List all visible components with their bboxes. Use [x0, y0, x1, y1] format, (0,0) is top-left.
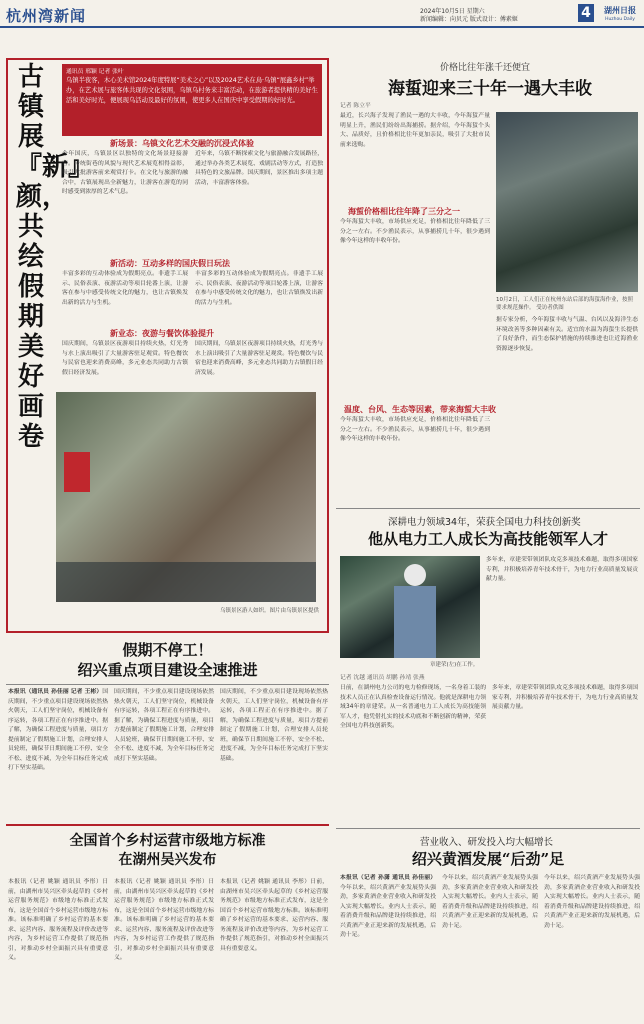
power-col-2: 日前，在湖州电力公司的电力检修现场，一名身着工装的技术人员正在认真检查设备运行情况。他就是深耕电力领域34年的章建荣。从一名普通电力工人成长为高技能领军人才，他凭借扎实的技术功底和不断创新的精神，荣获全国电力科技创新奖。	[340, 685, 486, 729]
village-col-3: 本报讯（记者 姚颖 通讯员 李彤）日前，由湖州市吴兴区牵头起草的《乡村运营服务规范》市级地方标准正式发布，这是全国首个乡村运营市级地方标准。该标准明确了乡村运营的基本要求、运营内容、服务流程及评价改进等内容，为乡村运营工作提供了规范指引，对推动乡村全面振兴具有重要意义。	[220, 879, 328, 952]
farm-photo-caption: 10月2日，工人们正在杭州东站后部的海蜇海作业，按照要求规范操作。 受访者供图	[496, 297, 633, 311]
farm-col-2: 今年海蜇大丰收，市场供应充足，价格相比往年降低了三分之一左右。不少渔民表示，从事捕捞几十年，很少遇到像今年这样的丰收年份。	[340, 219, 490, 244]
farm-headline: 海蜇迎来三十年一遇大丰收	[388, 79, 592, 99]
masthead-meta	[420, 8, 570, 24]
village-col-2: 本报讯（记者 姚颖 通讯员 李彤）日前，由湖州市吴兴区牵头起草的《乡村运营服务规范》市级地方标准正式发布，这是全国首个乡村运营市级地方标准。该标准明确了乡村运营的基本要求、运营内容、服务流程及评价改进等内容，为乡村运营工作提供了规范指引，对推动乡村全面振兴具有重要意义。	[114, 879, 214, 961]
newspaper-logo: 湖州日报 Huzhou Daily	[604, 5, 636, 22]
shaoxing-rule	[336, 828, 640, 829]
shaoxing-col-1: 本报讯（记者 孙潇 通讯员 孙佳丽）今年以来，绍兴黄酒产业发展势头强劲，多家黄酒企业营业收入和研发投入实现大幅增长。业内人士表示，随着消费升级和品牌建设持续推进，绍兴黄酒产业正迎来新的发展机遇，后劲十足。	[340, 875, 436, 938]
projects-col-1: 本报讯（通讯员 孙佳丽 记者 王彬）国庆期间，不少重点项目建设现场依然热火朝天，工人们坚守岗位，机械设备有序运转，各项工程正在有序推进中。据了解，为确保工程进度与质量，项目方提前制定了假期施工计划，合理安排人员轮班，确保节日期间施工不停、安全不松、进度不减，为全年目标任务完成打下坚实基础。	[8, 689, 108, 771]
farm-col-4: 今年海蜇大丰收，市场供应充足，价格相比往年降低了三分之一左右。不少渔民表示，从事捕捞几十年，很少遇到像今年这样的丰收年份。	[340, 417, 490, 442]
shaoxing-headline: 绍兴黄酒发展“后劲”足	[411, 850, 565, 868]
farm-kicker: 价格比往年涨千还便宜	[440, 63, 531, 73]
projects-rule	[6, 684, 329, 685]
date-line: 2024年10月5日 星期六	[420, 8, 485, 15]
feature-subhead-3: 新业态：夜游与餐饮体验提升	[110, 329, 214, 338]
power-kicker: 深耕电力领域34年，荣获全国电力科技创新奖	[388, 517, 581, 528]
projects-col-2: 国庆期间，不少重点项目建设现场依然热火朝天，工人们坚守岗位，机械设备有序运转，各项工程正在有序推进中。据了解，为确保工程进度与质量，项目方提前制定了假期施工计划，合理安排人员轮班，确保节日期间施工不停、安全不松、进度不减，为全年目标任务完成打下坚实基础。	[114, 689, 214, 762]
feature-subhead-1: 新场景：乌镇文化艺术交融的沉浸式体验	[110, 139, 254, 148]
feature-subhead-2: 新活动：互动多样的国庆假日玩法	[110, 259, 230, 268]
editor-line: 新闻编辑：向贝元 版式设计：傅素姬	[420, 16, 518, 23]
section-title: 杭州湾新闻	[6, 7, 87, 25]
feature-lede: 乌镇半夜客，木心美术馆2024年度特展“美术之心”以及2024艺术在烏·乌镇“展鑫乡村”举办，在艺术展与旅客体共现的文化氛围，乌镇乌村务来丰富活动，在旅游者提供精的美好生活和美好时光，便展现乌活动及最好的氛围，使更多人在国庆中享受假期的好时光。	[62, 64, 322, 136]
feature-photo-caption: 乌镇景区游人如织。图片由乌镇景区提供	[220, 608, 320, 614]
shaoxing-kicker: 营业收入、研发投入均大幅增长	[420, 837, 554, 848]
farm-photo	[496, 112, 638, 292]
feature-photo	[56, 392, 316, 602]
feature-col-4: 丰富多彩的互动体验成为假期亮点。非遗手工展示、民俗表演、夜游活动等项目轮番上演，让游客在参与中感受传统文化的魅力，也让古镇焕发出新的活力与生机。	[195, 271, 323, 306]
farm-subhead-2: 温度、台风、生态等因素，带来海蜇大丰收	[344, 405, 496, 414]
shaoxing-col-2: 今年以来，绍兴黄酒产业发展势头强劲，多家黄酒企业营业收入和研发投入实现大幅增长。业内人士表示，随着消费升级和品牌建设持续推进，绍兴黄酒产业正迎来新的发展机遇，后劲十足。	[442, 875, 538, 929]
feature-byline: 通讯员 邢颖 记者 张叶	[66, 69, 124, 75]
feature-col-2: 近年来，乌镇不断探索文化与旅游融合发展路径，通过举办各类艺术展览、戏剧活动等方式，打造独具特色的文旅品牌。国庆期间，景区推出多项主题活动，丰富游客体验。	[195, 151, 323, 186]
farm-byline: 记者 陈立平	[340, 103, 371, 109]
feature-vertical-title: 古镇展『新』颜，共绘假期美好画卷	[16, 62, 95, 452]
flag-shape	[64, 452, 90, 492]
power-rule	[336, 508, 640, 509]
power-col-1: 多年来，章建荣带领团队攻克多项技术难题，取得多项国家专利，并积极培养青年技术骨干，为电力行业高质量发展贡献力量。	[486, 557, 638, 582]
page-number: 4	[578, 4, 594, 22]
farm-col-1: 最近，长兴海子发现了渔民一遇的大丰收，今年海蜇产量明显上升，渔民们纷纷出海捕捞。据介绍，今年海蜇个头大、品质好，且价格相比往年更加亲民，吸引了大批市民前来选购。	[340, 113, 490, 148]
farm-col-3: 据专家分析，今年海蜇丰收与气温、台风以及海洋生态环境改善等多种因素有关。适宜的水温为海蜇生长提供了良好条件，而生态保护措施的持续推进也让近海渔业资源逐步恢复。	[496, 317, 638, 352]
projects-headline: 假期不停工！ 绍兴重点项目建设全速推进	[77, 641, 258, 679]
feature-col-6: 国庆期间，乌镇景区夜游项目持续火热，灯光秀与水上演出吸引了大量游客驻足观赏。特色餐饮与民宿也迎来消费高峰，多元业态共同助力古镇假日经济发展。	[195, 341, 323, 376]
power-photo	[340, 556, 480, 658]
shaoxing-col-3: 今年以来，绍兴黄酒产业发展势头强劲，多家黄酒企业营业收入和研发投入实现大幅增长。业内人士表示，随着消费升级和品牌建设持续推进，绍兴黄酒产业正迎来新的发展机遇，后劲十足。	[544, 875, 640, 929]
village-col-1: 本报讯（记者 姚颖 通讯员 李彤）日前，由湖州市吴兴区牵头起草的《乡村运营服务规范》市级地方标准正式发布，这是全国首个乡村运营市级地方标准。该标准明确了乡村运营的基本要求、运营内容、服务流程及评价改进等内容，为乡村运营工作提供了规范指引，对推动乡村全面振兴具有重要意义。	[8, 879, 108, 961]
village-rule	[6, 824, 329, 826]
power-col-3: 多年来，章建荣带领团队攻克多项技术难题，取得多项国家专利，并积极培养青年技术骨干，为电力行业高质量发展贡献力量。	[492, 685, 638, 710]
feature-col-1: 今年国庆，乌镇景区以独特的文化场景迎接游客。传统街巷的风貌与现代艺术展览相得益彰，吸引大批游客前来观赏打卡。在文化与旅游的融合中，古镇展现出全新魅力，让游客在游览的同时感受到浓厚的艺术气息。	[62, 151, 188, 195]
power-byline: 记者 沈越 通讯员 胡鹏 孙靖 张燕	[340, 675, 425, 681]
power-photo-caption: 章建荣(左)在工作。	[430, 662, 479, 668]
helmet-shape	[404, 564, 426, 586]
farm-subhead-1: 海蜇价格相比往年降了三分之一	[348, 207, 460, 216]
power-headline: 他从电力工人成长为高技能领军人才	[367, 530, 608, 548]
projects-col-3: 国庆期间，不少重点项目建设现场依然热火朝天，工人们坚守岗位，机械设备有序运转，各项工程正在有序推进中。据了解，为确保工程进度与质量，项目方提前制定了假期施工计划，合理安排人员轮班，确保节日期间施工不停、安全不松、进度不减，为全年目标任务完成打下坚实基础。	[220, 689, 328, 762]
feature-col-5: 国庆期间，乌镇景区夜游项目持续火热，灯光秀与水上演出吸引了大量游客驻足观赏。特色餐饮与民宿也迎来消费高峰，多元业态共同助力古镇假日经济发展。	[62, 341, 188, 376]
feature-col-3: 丰富多彩的互动体验成为假期亮点。非遗手工展示、民俗表演、夜游活动等项目轮番上演，让游客在参与中感受传统文化的魅力，也让古镇焕发出新的活力与生机。	[62, 271, 188, 306]
village-headline: 全国首个乡村运营市级地方标准 在湖州吴兴发布	[69, 833, 266, 868]
header-rule	[0, 26, 644, 28]
